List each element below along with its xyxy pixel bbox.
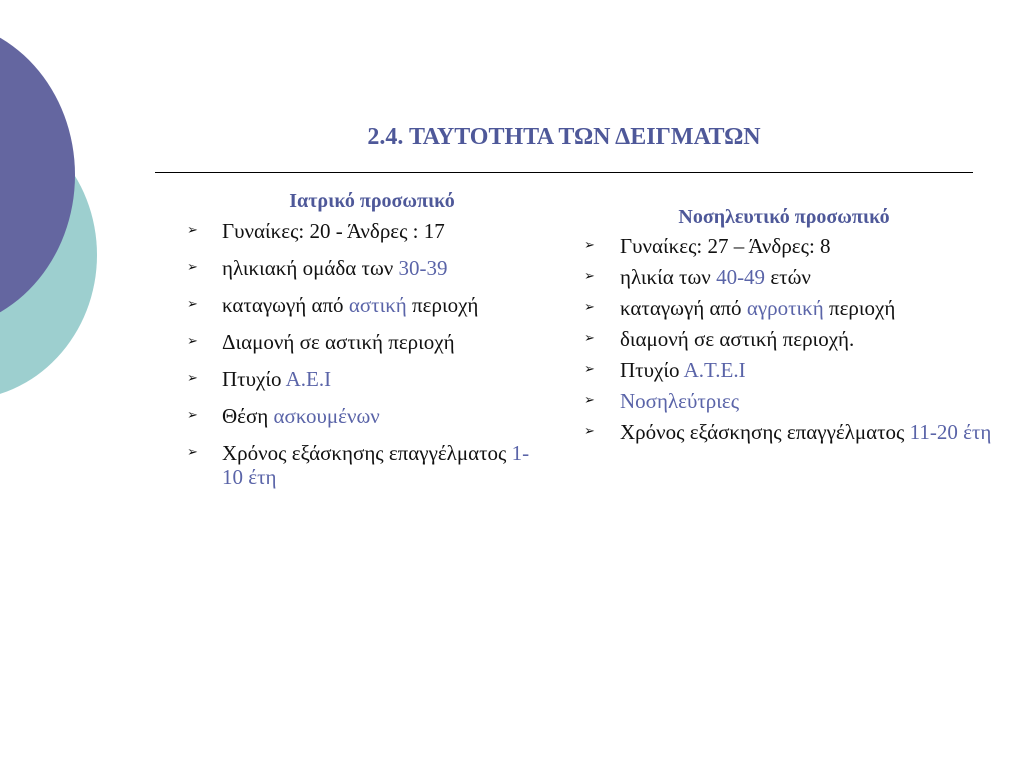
- title-divider: [155, 172, 973, 173]
- list-item: ➢ Γυναίκες: 27 – Άνδρες: 8: [584, 234, 831, 258]
- arrowhead-icon: ➢: [187, 297, 198, 312]
- arrowhead-icon: ➢: [584, 393, 595, 408]
- arrowhead-icon: ➢: [187, 371, 198, 386]
- medical-staff-heading: Ιατρικό προσωπικό: [289, 190, 455, 212]
- slide-title: 2.4. ΤΑΥΤΟΤΗΤΑ ΤΩΝ ΔΕΙΓΜΑΤΩΝ: [367, 124, 761, 150]
- list-item: ➢ Διαμονή σε αστική περιοχή: [187, 330, 455, 354]
- highlight-text: αστική: [348, 293, 407, 317]
- list-item: ➢ Χρόνος εξάσκησης επαγγέλματος 1-10 έτη: [187, 441, 530, 489]
- list-item: ➢ καταγωγή από αστική περιοχή: [187, 293, 479, 317]
- nursing-staff-list: [584, 235, 1024, 443]
- highlight-text: 1-10 έτη: [222, 441, 530, 489]
- list-item: ➢ ηλικία των 40-49 ετών: [584, 265, 811, 289]
- arrowhead-icon: ➢: [187, 260, 198, 275]
- arrowhead-icon: ➢: [187, 408, 198, 423]
- arrowhead-icon: ➢: [584, 331, 595, 346]
- medical-staff-list: [187, 219, 547, 489]
- list-item: ➢ Θέση ασκουμένων: [187, 404, 380, 428]
- highlight-text: 40-49: [716, 265, 766, 289]
- list-item: ➢ καταγωγή από αγροτική περιοχή: [584, 296, 896, 320]
- list-item: [584, 390, 1024, 412]
- arrowhead-icon: ➢: [584, 362, 595, 377]
- list-item: ➢ ηλικιακή ομάδα των 30-39: [187, 256, 448, 280]
- list-item: ➢ Πτυχίο Α.Ε.Ι: [187, 367, 332, 391]
- nursing-staff-column: [584, 206, 1024, 452]
- highlight-text: αγροτική: [746, 296, 824, 320]
- list-item: ➢ διαμονή σε αστική περιοχή.: [584, 327, 855, 351]
- arrowhead-icon: ➢: [187, 223, 198, 238]
- list-item: ➢ Χρόνος εξάσκησης επαγγέλματος 11-20 έτη: [584, 420, 992, 444]
- nursing-staff-heading: Νοσηλευτικό προσωπικό: [678, 206, 890, 228]
- arrowhead-icon: ➢: [187, 445, 198, 460]
- list-item: ➢ Γυναίκες: 20 - Άνδρες : 17: [187, 219, 445, 243]
- arrowhead-icon: ➢: [584, 424, 595, 439]
- arrowhead-icon: ➢: [187, 334, 198, 349]
- highlight-text: 11-20 έτη: [909, 420, 992, 444]
- arrowhead-icon: ➢: [584, 269, 595, 284]
- highlight-text: Α.Ε.Ι: [285, 367, 332, 391]
- highlight-text: 30-39: [398, 256, 448, 280]
- arrowhead-icon: ➢: [584, 300, 595, 315]
- highlight-text: Α.Τ.Ε.Ι: [683, 358, 746, 382]
- medical-staff-column: [187, 190, 547, 502]
- highlight-text: Νοσηλεύτριες: [620, 389, 740, 413]
- highlight-text: ασκουμένων: [273, 404, 380, 428]
- arrowhead-icon: ➢: [584, 238, 595, 253]
- list-item: ➢ Πτυχίο Α.Τ.Ε.Ι: [584, 358, 746, 382]
